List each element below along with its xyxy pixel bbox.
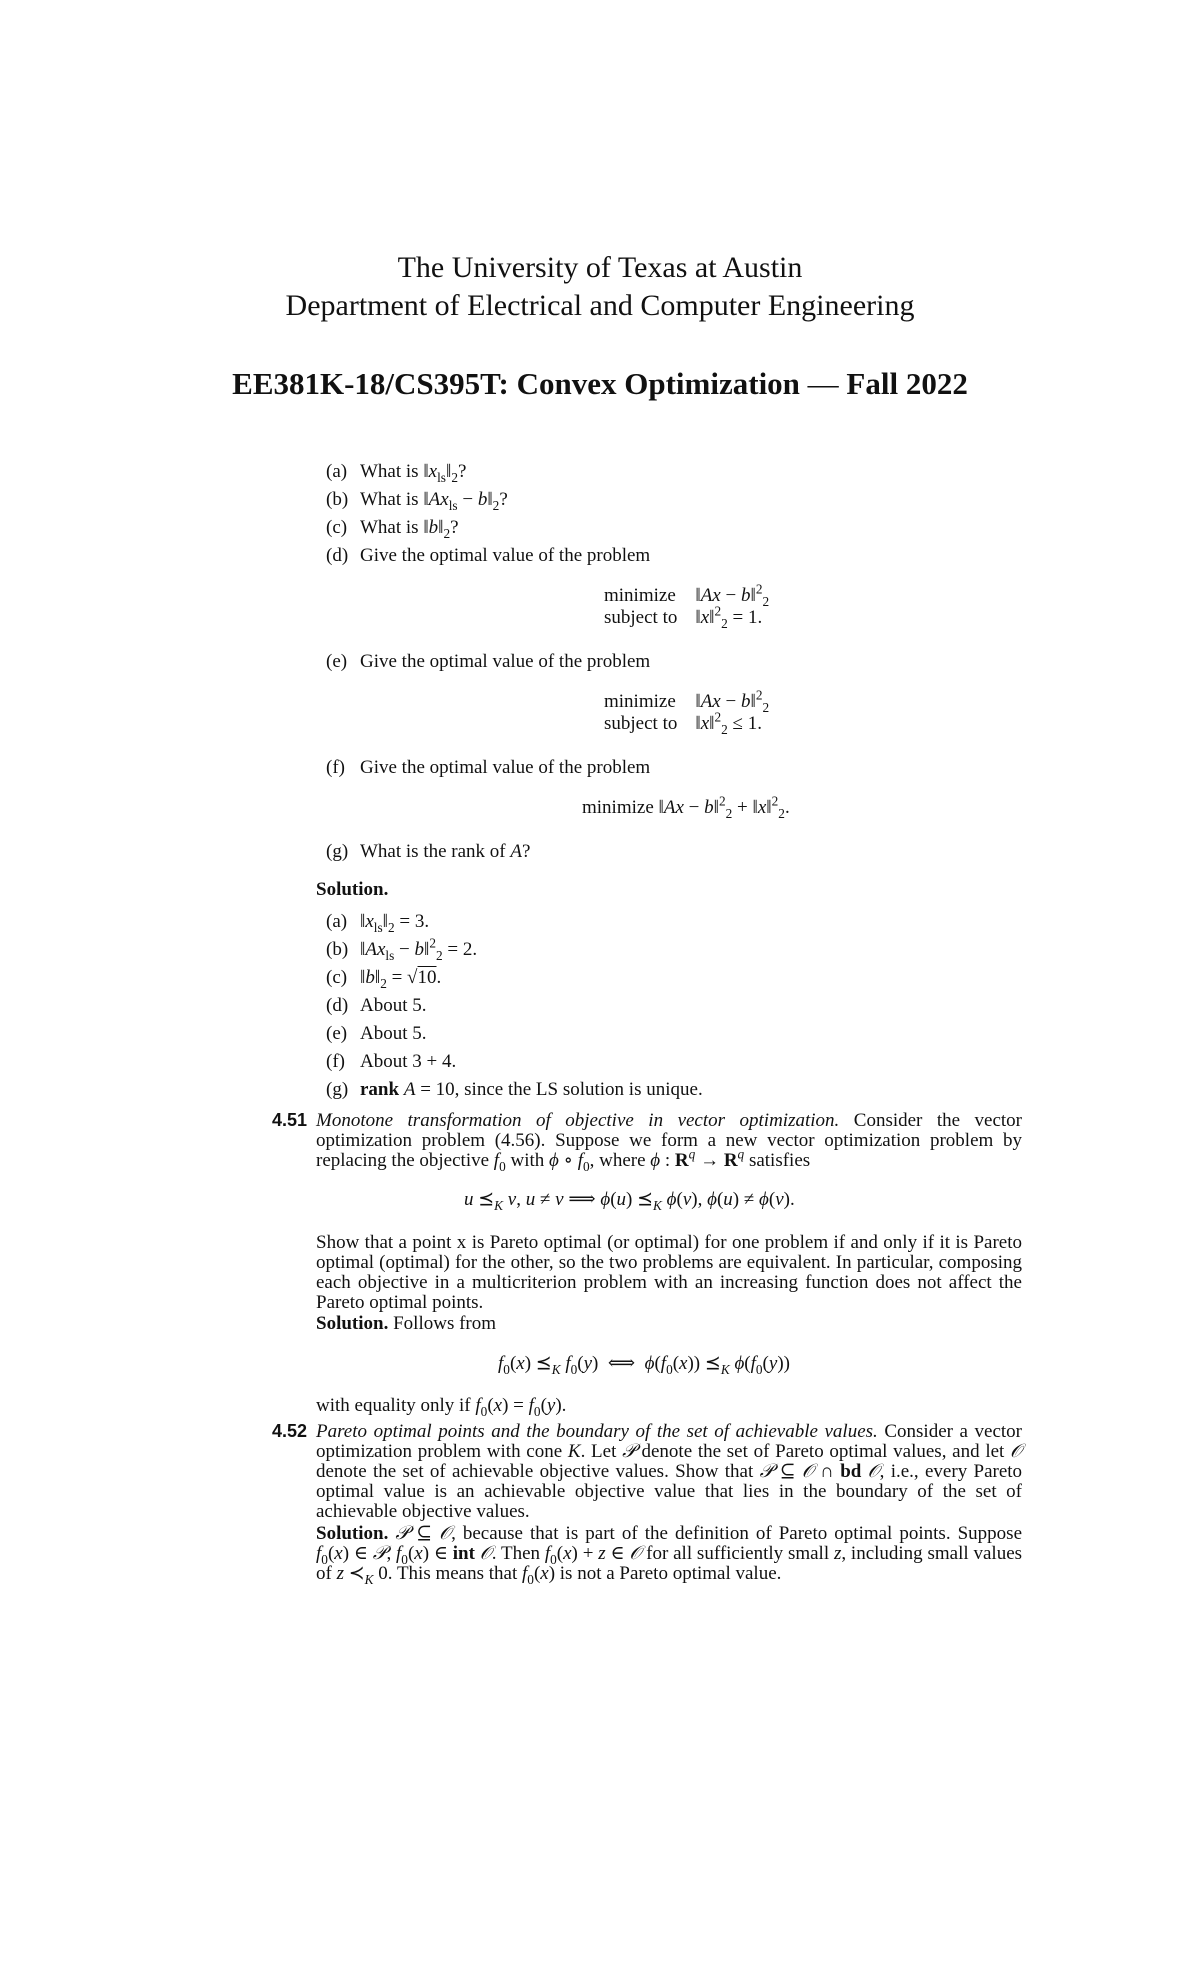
question-g-text: What is the rank of [360, 841, 506, 862]
minimize-label: minimize [604, 585, 676, 606]
minimize-label: minimize [604, 691, 676, 712]
question-g: (g) What is the rank of A? [326, 841, 531, 862]
solution-451-equality-text: with equality only if [316, 1395, 471, 1416]
solution-451-equation: $f_0(x)$ $⪯_K$ $f_0(y)$ ⟺ $\phi(f_0(x))$ $⪯_K$ $\phi(f_0(y))$ [498, 1353, 790, 1377]
solution-452-text-6: is not a Pareto optimal value. [559, 1563, 782, 1584]
answer-f-label: (f) [326, 1051, 345, 1072]
boundary-operator: bd [840, 1461, 862, 1482]
problem-452-text-6: every Pareto optimal value is an achievable objective value that lies in the boundary of the set of achievable objective values. [316, 1461, 1023, 1522]
question-e [326, 652, 650, 672]
answer-d-label: (d) [326, 995, 349, 1016]
question-b-label: (b) [326, 489, 349, 510]
problem-452-text-4: denote the set of achievable objective values. Show that [316, 1461, 754, 1482]
department-name: Department of Electrical and Computer Engineering [285, 289, 915, 322]
question-e-text: Give the optimal value of the problem [360, 651, 651, 672]
problem-452-statement: Pareto optimal points and the boundary of the set of achievable values. Consider a vector optimization problem with cone K. Let 𝒫 denote the set of Pareto optimal values, and let 𝒪 denote the set of achievable objective values. Show that 𝒫 ⊆ 𝒪 ∩ bd 𝒪, i.e., every Pareto optimal value is an achievable objective value that lies in the boundary of the set of achievable objective values. [316, 1421, 1023, 1522]
answer-b-label: (b) [326, 939, 349, 960]
problem-451-body: Show that a point x is Pareto optimal (or optimal) for one problem if and only if it is Pareto optimal (optimal) for the other, so the two problems are equivalent. In particular, composing each objective in a multicriterion problem with an increasing function does not affect the Pareto optimal points. [316, 1232, 1022, 1313]
problem-number-452: 4.52 [272, 1421, 308, 1441]
rank-operator: rank [360, 1079, 400, 1100]
problem-452-text-1: Consider a vector optimization problem with cone [316, 1421, 1023, 1462]
problem-451-title: Monotone transformation of objective in vector optimization. [316, 1110, 840, 1131]
solution-452-text-3: for all sufficiently small [646, 1543, 830, 1564]
solution-451-line [316, 1314, 496, 1334]
answer-g: (g) rank A = 10, since the LS solution is unique. [326, 1079, 703, 1100]
monotone-condition-equation: u $⪯_K$ v, u ≠ v ⟹ ϕ(u) $⪯_K$ ϕ(v), ϕ(u) ≠ ϕ(v). [464, 1189, 795, 1213]
problem-451-intro: Consider the vector optimization problem (4.56). Suppose we form a new vector optimization problem by replacing the objective [316, 1110, 1023, 1171]
solution-451-text: Follows from [393, 1313, 497, 1334]
problem-f-statement: minimize ‖Ax − b‖$^2_2$ + ‖x‖$^2_2$. [582, 793, 790, 821]
problem-451-satisfies: satisfies [748, 1150, 811, 1171]
constraint-expr: ‖x‖$^2_2$ ≤ 1. [695, 709, 762, 737]
question-f-text: Give the optimal value of the problem [360, 757, 651, 778]
problem-451-statement: Monotone transformation of objective in vector optimization. Consider the vector optimization problem (4.56). Suppose we form a new vector optimization problem by replacing the objective $f_0$ with ϕ ∘ $f_0$, where ϕ : $R^q \to R^q$ satisfies [316, 1110, 1023, 1174]
minimize-label: minimize [582, 797, 654, 818]
constraint-expr: ‖x‖$^2_2$ = 1. [695, 603, 763, 631]
question-d-text: Give the optimal value of the problem [360, 545, 651, 566]
question-a: (a) What is $‖x_{ls}‖_2$? [326, 461, 467, 485]
university-name: The University of Texas at Austin [397, 251, 803, 284]
question-d [326, 546, 650, 566]
answer-f [326, 1052, 456, 1072]
question-a-text: What is [360, 461, 419, 482]
problem-452-text-2: . Let [580, 1441, 617, 1462]
answer-d [326, 996, 427, 1016]
answer-c: (c) $‖b‖_2 = √10$. [326, 967, 442, 991]
question-e-label: (e) [326, 651, 348, 672]
objective-expr: ‖Ax − b‖$^2_2$ [695, 687, 770, 715]
solution-451-label: Solution. [316, 1313, 389, 1334]
interior-operator: int [452, 1543, 475, 1564]
answer-g-text: = 10, since the LS solution is unique. [420, 1079, 703, 1100]
answer-e-text: About 5. [360, 1023, 427, 1044]
problem-e-statement [604, 687, 770, 737]
subject-to-label: subject to [604, 606, 678, 628]
answer-g-label: (g) [326, 1079, 349, 1100]
question-b-text: What is [360, 489, 419, 510]
solution-452-text-1: , because that is part of the definition of Pareto optimal points. Suppose [451, 1523, 1023, 1544]
question-g-label: (g) [326, 841, 349, 862]
answer-f-text: About 3 + 4. [360, 1051, 457, 1072]
problem-452-text-5: , i.e., [879, 1461, 919, 1482]
course-term: Fall 2022 [846, 366, 968, 401]
answer-a-label: (a) [326, 911, 348, 932]
question-f [326, 758, 650, 778]
solution-452: Solution. 𝒫 ⊆ 𝒪, because that is part of the definition of Pareto optimal points. Suppose $f_0(x)$ ∈ 𝒫, $f_0(x)$ ∈ int 𝒪. Then $f_0(x) + z$ ∈ 𝒪 for all sufficiently small z, including small values of z $≺_K$ 0. This means that $f_0(x)$ is not a Pareto optimal value. [316, 1523, 1023, 1587]
solution-452-text-4: , including small values of [316, 1543, 1023, 1584]
problem-452-text-3: denote the set of Pareto optimal values, and let [641, 1441, 1005, 1462]
answer-c-label: (c) [326, 967, 348, 988]
problem-452-title: Pareto optimal points and the boundary of the set of achievable values. [316, 1421, 878, 1442]
question-a-label: (a) [326, 461, 348, 482]
question-f-label: (f) [326, 757, 345, 778]
answer-e [326, 1024, 427, 1044]
answer-e-label: (e) [326, 1023, 348, 1044]
question-c-label: (c) [326, 517, 348, 538]
subject-to-label: subject to [604, 712, 678, 734]
course-title [0, 368, 1200, 401]
question-c-text: What is [360, 517, 419, 538]
problem-number-451: 4.51 [272, 1110, 308, 1130]
problem-451-where: , where [589, 1150, 646, 1171]
solution-451-equality-line: with equality only if $f_0(x) = f_0(y)$. [316, 1395, 567, 1419]
answer-b: (b) $‖Ax_{ls}$ − b‖$^2_2$ = 2. [326, 935, 478, 963]
title-dash: — [807, 366, 839, 401]
problem-d-statement [604, 581, 770, 631]
course-name: EE381K-18/CS395T: Convex Optimization [232, 366, 800, 401]
solution-452-text-2: . Then [491, 1543, 541, 1564]
question-d-label: (d) [326, 545, 349, 566]
answer-d-text: About 5. [360, 995, 427, 1016]
solution-heading: Solution. [316, 879, 389, 900]
objective-expr: ‖Ax − b‖$^2_2$ [695, 581, 770, 609]
answer-a: (a) $‖x_{ls}‖_2 = 3$. [326, 911, 430, 935]
solution-452-text-5: . This means that [387, 1563, 518, 1584]
solution-452-label: Solution. [316, 1523, 389, 1544]
question-c: (c) What is $‖b‖_2$? [326, 517, 459, 541]
question-b: (b) What is $‖Ax_{ls}$ − $b‖_2$? [326, 489, 508, 513]
problem-451-with: with [510, 1150, 545, 1171]
